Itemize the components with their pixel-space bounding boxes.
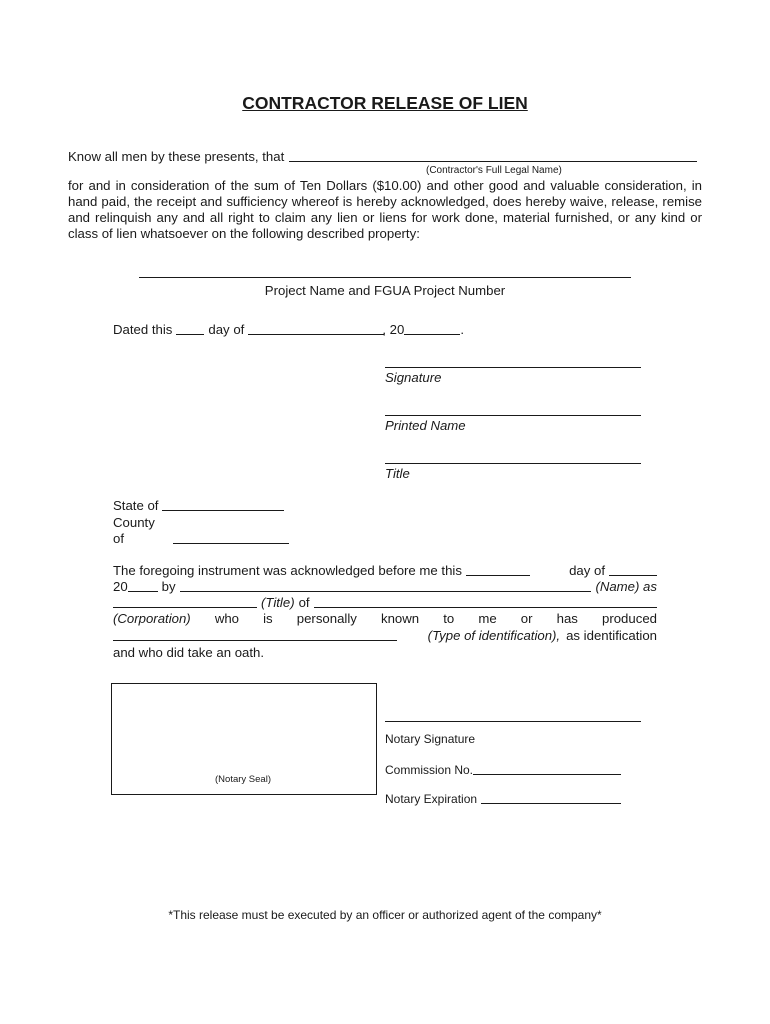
commission-row — [385, 762, 625, 778]
ack-line2-text-c: (Name) as — [595, 579, 657, 594]
ack-line1-text-a: The foregoing instrument was acknowledged before me this — [113, 563, 462, 578]
ack-line5-text-a: (Type of identification), — [427, 628, 561, 643]
title-line[interactable] — [385, 463, 641, 464]
ack-word: produced — [602, 611, 657, 626]
dated-comma-20: , 20 — [382, 322, 405, 337]
ack-word: to — [443, 611, 455, 626]
printed-name-label: Printed Name — [385, 418, 466, 433]
ack-word: is — [263, 611, 273, 626]
ack-line3-text-b: of — [298, 595, 310, 610]
expiration-label: Notary Expiration — [385, 792, 478, 806]
ack-line-1 — [113, 563, 657, 579]
dated-period: . — [460, 322, 464, 337]
ack-line3-text-a: (Title) — [261, 595, 295, 610]
dated-month-blank[interactable] — [248, 334, 384, 335]
ack-line-5 — [113, 628, 657, 644]
ack-word: personally — [296, 611, 357, 626]
notary-signature-label: Notary Signature — [385, 732, 476, 746]
ack-line4-words — [113, 611, 657, 627]
ack-word: or — [520, 611, 533, 626]
commission-label: Commission No. — [385, 763, 474, 777]
ack-line2-text-a: 20 — [113, 579, 128, 594]
expiration-blank[interactable] — [481, 803, 621, 804]
ack-word: me — [478, 611, 497, 626]
county-blank[interactable] — [173, 543, 289, 544]
ack-name-blank[interactable] — [180, 591, 592, 592]
county-row — [113, 515, 293, 547]
commission-blank[interactable] — [473, 774, 621, 775]
notary-signature-line[interactable] — [385, 721, 641, 722]
ack-title-blank[interactable] — [113, 607, 257, 608]
county-label: County of — [113, 515, 155, 546]
ack-identification-blank[interactable] — [113, 640, 397, 641]
project-name-line[interactable] — [139, 277, 631, 278]
ack-year-blank[interactable] — [128, 591, 158, 592]
ack-line-2 — [113, 579, 657, 595]
signature-label: Signature — [385, 370, 442, 385]
document-title: CONTRACTOR RELEASE OF LIEN — [242, 93, 528, 113]
state-row — [113, 498, 293, 514]
state-blank[interactable] — [162, 510, 284, 511]
notary-seal-label: (Notary Seal) — [215, 774, 271, 785]
ack-word: known — [381, 611, 420, 626]
contractor-name-line[interactable] — [289, 161, 697, 162]
expiration-row — [385, 791, 625, 807]
contractor-name-caption: (Contractor's Full Legal Name) — [426, 165, 562, 176]
dated-row — [113, 322, 493, 338]
dated-year-blank[interactable] — [404, 334, 460, 335]
project-name-caption: Project Name and FGUA Project Number — [264, 283, 506, 298]
footer-note: *This release must be executed by an officer or authorized agent of the company* — [168, 908, 602, 922]
ack-line5-text-b: as identification — [566, 628, 657, 643]
ack-line1-text-b: day of — [569, 563, 605, 578]
ack-word: (Corporation) — [113, 611, 191, 626]
ack-line2-text-b: by — [161, 579, 176, 594]
intro-text: Know all men by these presents, that — [68, 149, 285, 164]
ack-word: has — [556, 611, 578, 626]
ack-line-4 — [113, 611, 657, 627]
ack-month-blank[interactable] — [609, 575, 657, 576]
title-label: Title — [385, 466, 410, 481]
printed-name-line[interactable] — [385, 415, 641, 416]
dated-day-blank[interactable] — [176, 334, 204, 335]
ack-line-6: and who did take an oath. — [113, 645, 265, 660]
signature-line[interactable] — [385, 367, 641, 368]
dated-prefix: Dated this — [113, 322, 173, 337]
ack-line-3 — [113, 595, 657, 611]
state-label: State of — [113, 498, 159, 513]
ack-day-blank[interactable] — [466, 575, 530, 576]
ack-corporation-blank[interactable] — [314, 607, 657, 608]
dated-day-of: day of — [208, 322, 245, 337]
ack-word: who — [214, 611, 240, 626]
release-body-text: for and in consideration of the sum of Ten Dollars ($10.00) and other good and valuable consideration, in hand paid, the receipt and sufficiency whereof is hereby acknowledged, does hereby waive, release, remise and relinquish any and all right to claim any lien or liens for work done, material furnished, or any kind or class of lien whatsoever on the following described property: — [68, 178, 702, 241]
